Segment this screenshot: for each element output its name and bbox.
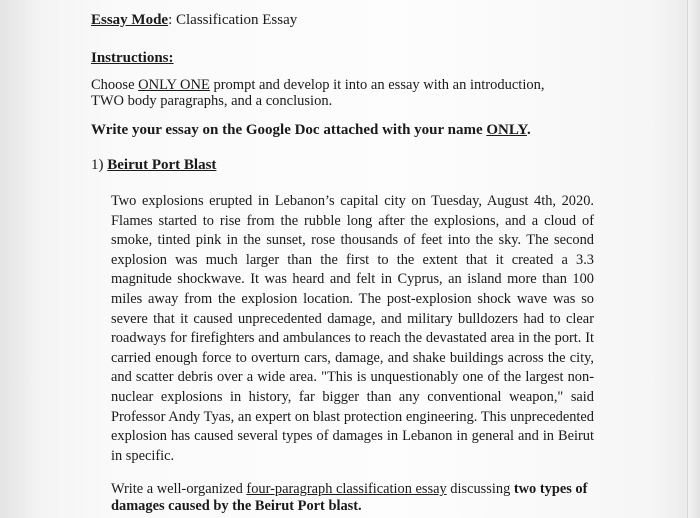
- task-text-start: Write a well-organized: [111, 481, 247, 498]
- instructions-line-1-start: Choose: [91, 77, 139, 93]
- instructions-line-1-end: prompt and develop it into an essay with an introduction,: [209, 77, 545, 93]
- instructions-line-1: [91, 77, 601, 93]
- prompt-task: [111, 481, 594, 515]
- page-edge: [687, 0, 700, 518]
- write-note-period: .: [526, 122, 531, 138]
- write-note: [91, 121, 601, 140]
- write-note-emphasis: ONLY: [486, 122, 527, 138]
- only-one-emphasis: ONLY ONE: [138, 77, 210, 93]
- task-essay-type: four-paragraph classification essay: [246, 481, 447, 498]
- prompt-heading: [91, 156, 601, 175]
- prompt-number: 1): [91, 157, 108, 173]
- task-focus: two types of damages caused by the Beirut Port blast.: [111, 481, 588, 515]
- task-text-middle: discussing: [446, 481, 514, 498]
- instructions-text: [91, 77, 601, 109]
- document-content: [91, 8, 601, 515]
- essay-mode-line: [91, 11, 601, 30]
- write-note-text: Write your essay on the Google Doc attached with your name: [91, 122, 487, 138]
- instructions-heading: Instructions:: [91, 50, 174, 66]
- instructions-line-2: TWO body paragraphs, and a conclusion.: [91, 93, 333, 109]
- essay-mode-value: : Classification Essay: [168, 12, 298, 28]
- essay-mode-label: Essay Mode: [91, 12, 169, 28]
- prompt-passage: Two explosions erupted in Lebanon’s capital city on Tuesday, August 4th, 2020. Flames started to rise from the rubble long after the explosions, and a cloud of smoke, tinted pink in the sunset, rose thousands of feet into the sky. The second explosion was much larger than the first to the extent that it created a 3.3 magnitude shockwave. It was heard and felt in Cyprus, an island more than 100 miles away from the explosion location. The post-explosion shock wave was so severe that it caused unprecedented damage, and military bulldozers had to clear roadways for firefighters and ambulances to reach the devastated area in the port. It carried enough force to overturn cars, damage, and shake buildings across the city, and scatter debris over a wide area. "This is unquestionably one of the largest non-nuclear explosions in history, far bigger than any conventional weapon," said Professor Andy Tyas, an expert on blast protection engineering. This unprecedented explosion has caused several types of damages in Lebanon in general and in Beirut in specific.: [111, 193, 594, 464]
- prompt-title: Beirut Port Blast: [107, 157, 217, 173]
